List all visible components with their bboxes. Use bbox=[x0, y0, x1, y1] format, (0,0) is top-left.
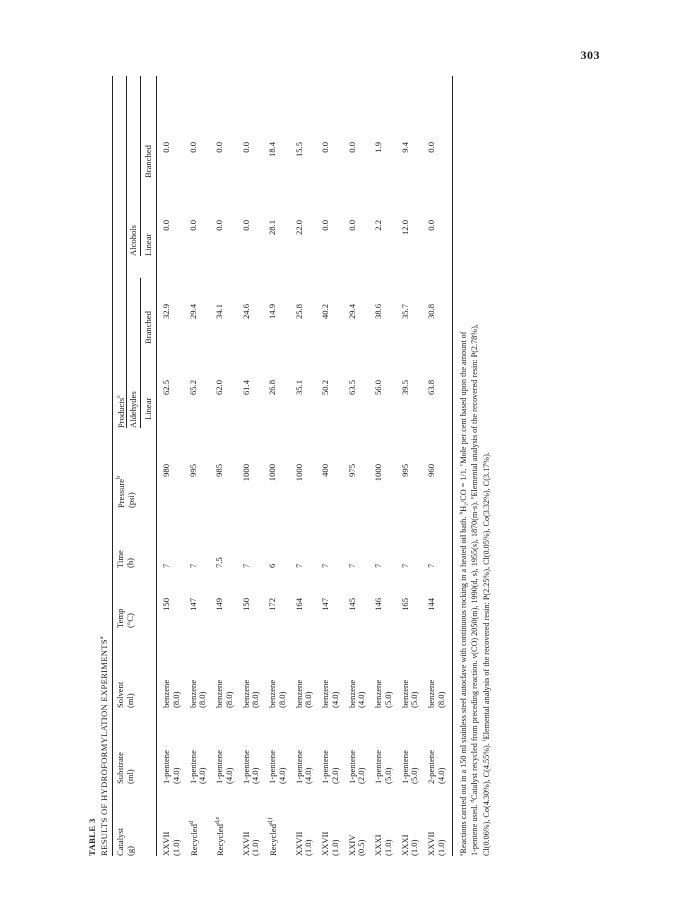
cell-al-lin: 35.1 bbox=[293, 380, 304, 396]
cell-time: 7 bbox=[293, 563, 304, 568]
cell-alc-lin: 0.0 bbox=[214, 220, 224, 231]
cell-alc-br: 0.0 bbox=[240, 142, 251, 153]
cell-al-br: 25.8 bbox=[293, 304, 304, 320]
cell-pres: 980 bbox=[161, 464, 171, 477]
aldehydes-rule bbox=[140, 278, 141, 428]
substrate-name: 1-pentene bbox=[240, 750, 251, 784]
header-substrate: Substrate (ml) bbox=[115, 752, 135, 784]
catalyst-amount: (1.0) bbox=[435, 839, 446, 856]
cell-alc-br: 18.4 bbox=[267, 142, 277, 158]
cell-alc-lin: 0.0 bbox=[161, 220, 171, 231]
cell-al-lin: 65.2 bbox=[187, 380, 198, 396]
cell-catalyst bbox=[295, 832, 315, 856]
substrate-volume: (4.0) bbox=[435, 767, 446, 784]
cell-alc-br: 9.4 bbox=[399, 142, 410, 153]
catalyst-amount: (1.0) bbox=[329, 839, 340, 856]
cell-al-br: 34.1 bbox=[214, 304, 224, 320]
substrate-name: 1-pentene bbox=[320, 750, 330, 784]
solvent-volume: (8.0) bbox=[276, 691, 287, 708]
cell-al-br: 24.6 bbox=[240, 304, 251, 320]
cell-temp: 164 bbox=[293, 598, 304, 611]
catalyst-amount: (1.0) bbox=[409, 839, 420, 856]
cell-pres: 960 bbox=[426, 464, 436, 477]
cell-alc-lin: 0.0 bbox=[187, 220, 198, 231]
cell-temp: 147 bbox=[187, 598, 198, 611]
solvent-volume: (8.0) bbox=[250, 691, 261, 708]
solvent-name: benzene bbox=[267, 679, 277, 708]
cell-solvent bbox=[242, 680, 262, 708]
substrate-name: 1-pentene bbox=[267, 750, 277, 784]
cell-alc-lin: 2.2 bbox=[373, 220, 383, 231]
cell-time: 7 bbox=[240, 563, 251, 568]
catalyst-name: XXVII bbox=[426, 831, 436, 856]
cell-pres: 985 bbox=[214, 464, 224, 477]
cell-catalyst bbox=[321, 832, 341, 856]
catalyst-name: XXXI bbox=[373, 834, 383, 856]
cell-al-lin: 63.8 bbox=[426, 380, 436, 396]
cell-al-lin: 61.4 bbox=[240, 380, 251, 396]
substrate-name: 1-pentene bbox=[373, 750, 383, 784]
solvent-volume: (5.0) bbox=[382, 691, 393, 708]
cell-solvent bbox=[321, 680, 341, 708]
cell-al-lin: 63.5 bbox=[346, 380, 357, 396]
substrate-volume: (2.0) bbox=[329, 767, 340, 784]
substrate-volume: (4.0) bbox=[250, 767, 261, 784]
catalyst-footnote-mark: d,e bbox=[215, 816, 221, 825]
substrate-volume: (4.0) bbox=[223, 767, 234, 784]
cell-alc-lin: 0.0 bbox=[426, 220, 436, 231]
cell-temp: 149 bbox=[214, 598, 224, 611]
substrate-name: 1-pentene bbox=[346, 750, 357, 784]
substrate-name: 1-pentene bbox=[293, 750, 304, 784]
header-aldehyde-linear: Linear bbox=[143, 397, 153, 420]
cell-catalyst bbox=[348, 835, 368, 856]
solvent-name: benzene bbox=[346, 679, 357, 708]
cell-al-br: 14.9 bbox=[267, 304, 277, 320]
header-solvent: Solvent (ml) bbox=[115, 681, 135, 708]
cell-pres: 975 bbox=[346, 464, 357, 477]
cell-temp: 145 bbox=[346, 598, 357, 611]
cell-al-lin: 50.2 bbox=[320, 380, 330, 396]
cell-al-br: 38.6 bbox=[373, 304, 383, 320]
cell-catalyst bbox=[401, 835, 421, 856]
solvent-name: benzene bbox=[373, 679, 383, 708]
cell-al-br: 30.8 bbox=[426, 304, 436, 320]
cell-substrate bbox=[374, 750, 394, 784]
header-temp: Temp (°C) bbox=[115, 608, 135, 628]
page-number: 303 bbox=[580, 48, 600, 62]
catalyst-name: XXIV bbox=[346, 834, 357, 856]
cell-al-lin: 39.5 bbox=[399, 380, 410, 396]
cell-alc-br: 0.0 bbox=[346, 142, 357, 153]
cell-pres: 400 bbox=[320, 464, 330, 477]
solvent-name: benzene bbox=[293, 679, 304, 708]
catalyst-name: Recycled bbox=[188, 824, 199, 856]
solvent-name: benzene bbox=[161, 679, 171, 708]
cell-substrate bbox=[215, 750, 235, 784]
cell-al-lin: 56.0 bbox=[373, 380, 383, 396]
substrate-name: 2-pentene bbox=[426, 750, 436, 784]
catalyst-amount: (1.0) bbox=[170, 839, 181, 856]
cell-catalyst bbox=[242, 832, 262, 856]
cell-pres: 995 bbox=[187, 464, 198, 477]
table-top-rule bbox=[112, 76, 113, 856]
cell-pres: 1000 bbox=[267, 464, 277, 482]
footnote-line-1: $^a$Reactions carried out in a 150 ml stainless steel autoclave with continuous rocking in a heated oil bath. $^b$H₂/CO = 1/1. $^c$Mole per cent based upon the amount of bbox=[458, 331, 468, 856]
cell-substrate bbox=[242, 750, 262, 784]
solvent-volume: (4.0) bbox=[329, 691, 340, 708]
cell-temp: 144 bbox=[426, 598, 436, 611]
cell-alc-br: 0.0 bbox=[161, 142, 171, 153]
catalyst-amount: (1.0) bbox=[303, 839, 314, 856]
cell-alc-br: 0.0 bbox=[426, 142, 436, 153]
solvent-name: benzene bbox=[426, 679, 436, 708]
substrate-name: 1-pentene bbox=[399, 750, 410, 784]
cell-alc-br: 0.0 bbox=[214, 142, 224, 153]
cell-substrate bbox=[321, 750, 341, 784]
cell-alc-lin: 28.1 bbox=[267, 220, 277, 236]
products-rule bbox=[126, 76, 127, 428]
substrate-volume: (4.0) bbox=[303, 767, 314, 784]
cell-temp: 146 bbox=[373, 598, 383, 611]
header-pressure: Pressure$^b$ (psi) bbox=[115, 475, 136, 508]
cell-alc-br: 15.5 bbox=[293, 142, 304, 158]
header-alcohol-branched: Branched bbox=[143, 145, 153, 178]
solvent-name: benzene bbox=[399, 679, 410, 708]
cell-time: 7 bbox=[426, 563, 436, 568]
cell-al-br: 32.9 bbox=[161, 304, 171, 320]
header-bottom-rule bbox=[156, 76, 157, 856]
cell-alc-lin: 0.0 bbox=[320, 220, 330, 231]
cell-al-lin: 62.0 bbox=[214, 380, 224, 396]
cell-catalyst bbox=[374, 835, 394, 856]
rotated-table-page bbox=[86, 76, 516, 856]
substrate-volume: (4.0) bbox=[170, 767, 181, 784]
cell-solvent bbox=[374, 680, 394, 708]
solvent-volume: (8.0) bbox=[435, 691, 446, 708]
table-footnotes bbox=[458, 76, 492, 856]
catalyst-amount: (0.5) bbox=[356, 839, 367, 856]
cell-substrate bbox=[189, 750, 209, 784]
table-label: TABLE 3 bbox=[87, 818, 97, 856]
substrate-name: 1-pentene bbox=[214, 750, 224, 784]
header-aldehyde-branched: Branched bbox=[143, 311, 153, 344]
header-alcohols: Alcohols bbox=[128, 224, 138, 256]
footnote-line-3: Cl(0.06%), Co(4.30%), C(4.55%). $^f$Elemental analysis of the recovered resin: P(2.25%), Cl(0.05%), Co(3.32%), C(3.17%). bbox=[481, 452, 491, 856]
catalyst-name: Recycled bbox=[267, 824, 278, 856]
solvent-name: benzene bbox=[214, 679, 224, 708]
solvent-volume: (8.0) bbox=[303, 691, 314, 708]
cell-catalyst bbox=[162, 832, 182, 856]
cell-al-lin: 62.5 bbox=[161, 380, 171, 396]
catalyst-name: XXXI bbox=[399, 834, 410, 856]
cell-time: 7 bbox=[399, 563, 410, 568]
cell-time: 7 bbox=[161, 563, 171, 568]
catalyst-footnote-mark: d bbox=[188, 821, 195, 825]
cell-solvent bbox=[427, 680, 447, 708]
header-alcohol-linear: Linear bbox=[143, 233, 153, 256]
cell-solvent bbox=[215, 680, 235, 708]
cell-pres: 1000 bbox=[373, 464, 383, 482]
cell-solvent bbox=[401, 680, 421, 708]
solvent-name: benzene bbox=[320, 679, 330, 708]
solvent-volume: (4.0) bbox=[356, 691, 367, 708]
catalyst-name: XXVII bbox=[320, 831, 330, 856]
header-catalyst: Catalyst (g) bbox=[115, 827, 135, 856]
alcohols-rule bbox=[140, 76, 141, 256]
catalyst-amount: (1.0) bbox=[250, 839, 261, 856]
cell-al-br: 29.4 bbox=[187, 304, 198, 320]
solvent-volume: (5.0) bbox=[409, 691, 420, 708]
solvent-name: benzene bbox=[187, 679, 198, 708]
catalyst-name: XXVII bbox=[161, 831, 171, 856]
catalyst-name: Recycled bbox=[214, 824, 225, 856]
cell-alc-br: 0.0 bbox=[187, 142, 198, 153]
cell-substrate bbox=[268, 750, 288, 784]
cell-substrate bbox=[427, 750, 447, 784]
cell-solvent bbox=[162, 680, 182, 708]
footnote-line-2: 1-pentene used. $^d$Catalyst recycled from preceding reaction. ν(CO) 2050(m), 1990(d, s), 1955(s), 1870(m-s). $^e$Elemental analysis of the recovered resin: P(2.78%), bbox=[469, 324, 480, 856]
cell-substrate bbox=[348, 750, 368, 784]
solvent-name: benzene bbox=[240, 679, 251, 708]
cell-alc-lin: 0.0 bbox=[346, 220, 357, 231]
header-aldehydes: Aldehydes bbox=[128, 391, 138, 428]
cell-alc-lin: 12.0 bbox=[399, 220, 410, 236]
cell-time: 6 bbox=[267, 563, 277, 568]
cell-catalyst bbox=[268, 818, 279, 856]
cell-alc-lin: 22.0 bbox=[293, 220, 304, 236]
table-bottom-rule bbox=[452, 76, 453, 856]
cell-temp: 172 bbox=[267, 598, 277, 611]
cell-substrate bbox=[295, 750, 315, 784]
header-time: Time (h) bbox=[115, 550, 135, 568]
cell-al-br: 35.7 bbox=[399, 304, 410, 320]
header-products: Products$^c$ bbox=[115, 395, 126, 428]
catalyst-footnote-mark: d,f bbox=[268, 817, 274, 825]
solvent-volume: (8.0) bbox=[197, 691, 208, 708]
catalyst-name: XXVII bbox=[293, 831, 304, 856]
cell-time: 7 bbox=[320, 563, 330, 568]
cell-solvent bbox=[295, 680, 315, 708]
substrate-volume: (5.0) bbox=[409, 767, 420, 784]
solvent-volume: (8.0) bbox=[170, 691, 181, 708]
cell-alc-lin: 0.0 bbox=[240, 220, 251, 231]
cell-pres: 1000 bbox=[293, 464, 304, 482]
solvent-volume: (8.0) bbox=[223, 691, 234, 708]
cell-catalyst bbox=[189, 821, 200, 856]
cell-al-br: 40.2 bbox=[320, 304, 330, 320]
substrate-volume: (4.0) bbox=[197, 767, 208, 784]
table-title: RESULTS OF HYDROFORMYLATION EXPERIMENTS$^a$ bbox=[98, 636, 109, 856]
cell-pres: 1000 bbox=[240, 464, 251, 482]
cell-catalyst bbox=[215, 817, 226, 856]
cell-temp: 150 bbox=[240, 598, 251, 611]
cell-substrate bbox=[401, 750, 421, 784]
catalyst-amount: (1.0) bbox=[382, 839, 393, 856]
substrate-volume: (5.0) bbox=[382, 767, 393, 784]
catalyst-name: XXVII bbox=[240, 831, 251, 856]
cell-temp: 147 bbox=[320, 598, 330, 611]
cell-temp: 165 bbox=[399, 598, 410, 611]
cell-time: 7 bbox=[187, 563, 198, 568]
substrate-name: 1-pentene bbox=[161, 750, 171, 784]
cell-time: 7 bbox=[373, 563, 383, 568]
substrate-volume: (4.0) bbox=[276, 767, 287, 784]
cell-alc-br: 0.0 bbox=[320, 142, 330, 153]
cell-al-lin: 26.8 bbox=[267, 380, 277, 396]
cell-solvent bbox=[268, 680, 288, 708]
substrate-volume: (2.0) bbox=[356, 767, 367, 784]
cell-alc-br: 1.9 bbox=[373, 142, 383, 153]
cell-al-br: 29.4 bbox=[346, 304, 357, 320]
cell-solvent bbox=[348, 680, 368, 708]
cell-pres: 995 bbox=[399, 464, 410, 477]
cell-temp: 150 bbox=[161, 598, 171, 611]
cell-catalyst bbox=[427, 832, 447, 856]
cell-time: 7.5 bbox=[214, 557, 224, 568]
cell-solvent bbox=[189, 680, 209, 708]
cell-time: 7 bbox=[346, 563, 357, 568]
cell-substrate bbox=[162, 750, 182, 784]
substrate-name: 1-pentene bbox=[187, 750, 198, 784]
